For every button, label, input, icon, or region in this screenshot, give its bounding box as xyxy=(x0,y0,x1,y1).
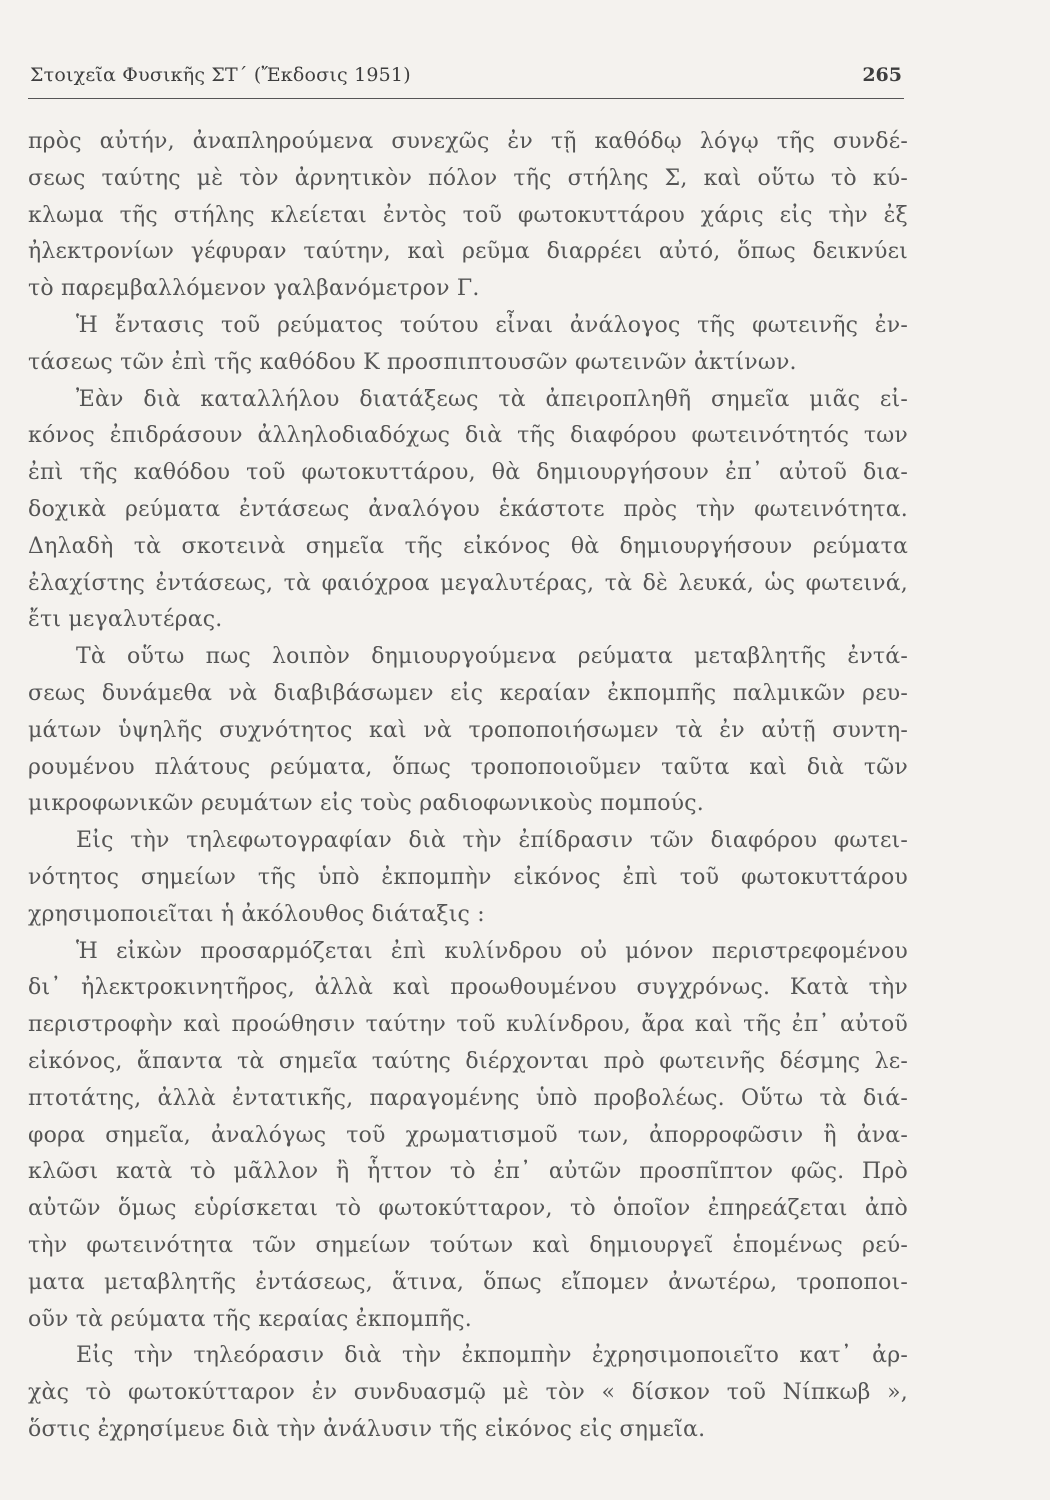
text-line: δοχικὰ ρεύματα ἐντάσεως ἀναλόγου ἑκάστοτε πρὸς τὴν φωτεινότητα. xyxy=(28,496,908,522)
text-line: τὴν φωτεινότητα τῶν σημείων τούτων καὶ δημιουργεῖ ἑπομένως ρεύ- xyxy=(28,1232,908,1258)
text-line: Εἰς τὴν τηλεφωτογραφίαν διὰ τὴν ἐπίδρασιν τῶν διαφόρου φωτει- xyxy=(76,828,908,854)
text-line: μάτων ὑψηλῆς συχνότητος καὶ νὰ τροποποιήσωμεν τὰ ἐν αὐτῇ συντη- xyxy=(28,717,908,743)
text-line: εἰκόνος, ἅπαντα τὰ σημεῖα ταύτης διέρχονται πρὸ φωτεινῆς δέσμης λε- xyxy=(28,1048,908,1074)
text-line: ἠλεκτρονίων γέφυραν ταύτην, καὶ ρεῦμα διαρρέει αὐτό, ὅπως δεικνύει xyxy=(28,239,908,265)
text-line: ματα μεταβλητῆς ἐντάσεως, ἅτινα, ὅπως εἴπομεν ἀνωτέρω, τροποποι- xyxy=(28,1269,908,1295)
page-header xyxy=(28,62,904,99)
text-line: πρὸς αὐτήν, ἀναπληρούμενα συνεχῶς ἐν τῇ καθόδῳ λόγῳ τῆς συνδέ- xyxy=(28,129,908,154)
page-number: 265 xyxy=(862,64,902,86)
text-line: νότητος σημείων τῆς ὑπὸ ἐκπομπὴν εἰκόνος ἐπὶ τοῦ φωτοκυττάρου xyxy=(28,864,908,890)
text-line: σεως δυνάμεθα νὰ διαβιβάσωμεν εἰς κεραίαν ἐκπομπῆς παλμικῶν ρευ- xyxy=(28,680,908,706)
text-line: σεως ταύτης μὲ τὸν ἀρνητικὸν πόλον τῆς στήλης Σ, καὶ οὕτω τὸ κύ- xyxy=(28,165,908,191)
text-line: τὸ παρεμβαλλόμενον γαλβανόμετρον Γ. xyxy=(28,276,480,302)
text-line: χρησιμοποιεῖται ἡ ἀκόλουθος διάταξις : xyxy=(28,901,485,927)
text-line: ἐλαχίστης ἐντάσεως, τὰ φαιόχροα μεγαλυτέρας, τὰ δὲ λευκά, ὡς φωτεινά, xyxy=(28,570,908,596)
text-line: δι᾽ ἠλεκτροκινητῆρος, ἀλλὰ καὶ προωθουμένου συγχρόνως. Κατὰ τὴν xyxy=(28,975,908,1001)
text-line: ἐπὶ τῆς καθόδου τοῦ φωτοκυττάρου, θὰ δημιουργήσουν ἐπ᾽ αὐτοῦ δια- xyxy=(28,460,908,486)
running-title: Στοιχεῖα Φυσικῆς ΣΤ΄ (Ἔκδοσις 1951) xyxy=(30,64,411,86)
text-line: κλῶσι κατὰ τὸ μᾶλλον ἢ ἧττον τὸ ἐπ᾽ αὐτῶν προσπῖπτον φῶς. Πρὸ xyxy=(28,1159,908,1185)
text-line: Ἡ εἰκὼν προσαρμόζεται ἐπὶ κυλίνδρου οὐ μόνον περιστρεφομένου xyxy=(76,938,908,964)
text-line: κόνος ἐπιδράσουν ἀλληλοδιαδόχως διὰ τῆς διαφόρου φωτεινότητός των xyxy=(28,423,908,449)
text-line: Ἡ ἔντασις τοῦ ρεύματος τούτου εἶναι ἀνάλογος τῆς φωτεινῆς ἐν- xyxy=(76,312,908,338)
text-line: Ἐὰν διὰ καταλλήλου διατάξεως τὰ ἀπειροπληθῆ σημεῖα μιᾶς εἰ- xyxy=(76,386,908,412)
text-line: περιστροφὴν καὶ προώθησιν ταύτην τοῦ κυλίνδρου, ἄρα καὶ τῆς ἐπ᾽ αὐτοῦ xyxy=(28,1012,908,1038)
text-line: τάσεως τῶν ἐπὶ τῆς καθόδου Κ προσπιπτουσῶν φωτεινῶν ἀκτίνων. xyxy=(28,349,797,375)
text-line: Τὰ οὕτω πως λοιπὸν δημιουργούμενα ρεύματα μεταβλητῆς ἐντά- xyxy=(76,644,908,670)
body-text xyxy=(28,124,908,1449)
text-line: ἔτι μεγαλυτέρας. xyxy=(28,607,223,633)
text-line: αὐτῶν ὅμως εὑρίσκεται τὸ φωτοκύτταρον, τὸ ὁποῖον ἐπηρεάζεται ἀπὸ xyxy=(28,1196,908,1222)
text-line: φορα σημεῖα, ἀναλόγως τοῦ χρωματισμοῦ των, ἀπορροφῶσιν ἢ ἀνα- xyxy=(28,1122,908,1148)
text-line: μικροφωνικῶν ρευμάτων εἰς τοὺς ραδιοφωνικοὺς πομπούς. xyxy=(28,791,704,817)
text-line: κλωμα τῆς στήλης κλείεται ἐντὸς τοῦ φωτοκυττάρου χάρις εἰς τὴν ἐξ xyxy=(28,202,908,228)
text-line: χὰς τὸ φωτοκύτταρον ἐν συνδυασμῷ μὲ τὸν « δίσκον τοῦ Νίπκωβ », xyxy=(28,1380,908,1406)
text-line: πτοτάτης, ἀλλὰ ἐντατικῆς, παραγομένης ὑπὸ προβολέως. Οὕτω τὰ διά- xyxy=(28,1085,908,1111)
text-line: Δηλαδὴ τὰ σκοτεινὰ σημεῖα τῆς εἰκόνος θὰ δημιουργήσουν ρεύματα xyxy=(28,533,908,559)
text-line: Εἰς τὴν τηλεόρασιν διὰ τὴν ἐκπομπὴν ἐχρησιμοποιεῖτο κατ᾽ ἀρ- xyxy=(76,1343,908,1369)
text-line: ρουμένου πλάτους ρεύματα, ὅπως τροποποιοῦμεν ταῦτα καὶ διὰ τῶν xyxy=(28,754,908,780)
text-line: οῦν τὰ ρεύματα τῆς κεραίας ἐκπομπῆς. xyxy=(28,1306,472,1332)
text-line: ὅστις ἐχρησίμευε διὰ τὴν ἀνάλυσιν τῆς εἰκόνος εἰς σημεῖα. xyxy=(28,1416,706,1442)
